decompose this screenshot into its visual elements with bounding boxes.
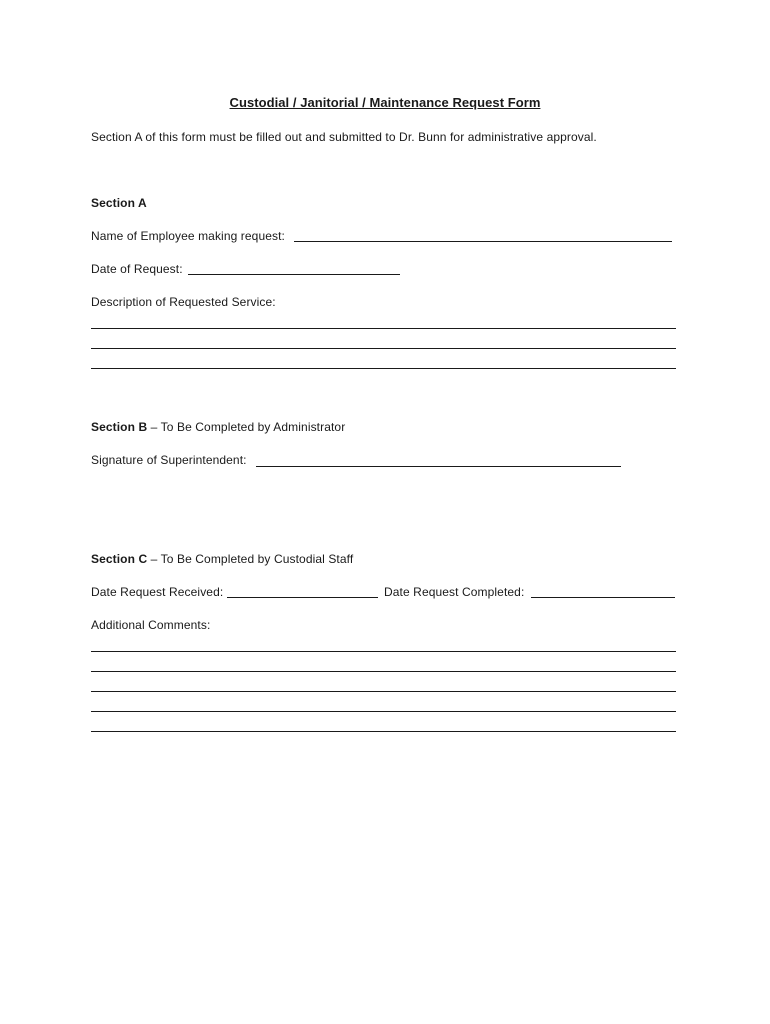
description-line-3[interactable]: [91, 368, 676, 369]
comments-line-1[interactable]: [91, 651, 676, 652]
date-completed-label: Date Request Completed:: [384, 585, 525, 599]
section-c-header: [91, 552, 353, 566]
section-b-subheading: – To Be Completed by Administrator: [147, 420, 346, 434]
comments-line-3[interactable]: [91, 691, 676, 692]
superintendent-signature-label: Signature of Superintendent:: [91, 453, 247, 467]
section-c-subheading: – To Be Completed by Custodial Staff: [147, 552, 354, 566]
date-received-label: Date Request Received:: [91, 585, 224, 599]
form-intro: Section A of this form must be filled out and submitted to Dr. Bunn for administrative approval.: [91, 130, 597, 144]
additional-comments-label: Additional Comments:: [91, 618, 211, 632]
comments-line-4[interactable]: [91, 711, 676, 712]
section-b-heading: Section B: [91, 420, 148, 434]
employee-name-field[interactable]: [294, 241, 672, 242]
date-completed-field[interactable]: [531, 597, 675, 598]
date-received-field[interactable]: [227, 597, 378, 598]
description-line-1[interactable]: [91, 328, 676, 329]
description-line-2[interactable]: [91, 348, 676, 349]
form-title: Custodial / Janitorial / Maintenance Request Form: [229, 95, 541, 110]
section-c-heading: Section C: [91, 552, 148, 566]
superintendent-signature-field[interactable]: [256, 466, 621, 467]
description-label: Description of Requested Service:: [91, 295, 276, 309]
section-b-header: [91, 420, 345, 434]
request-date-label: Date of Request:: [91, 262, 183, 276]
section-a-heading: Section A: [91, 196, 147, 210]
comments-line-5[interactable]: [91, 731, 676, 732]
employee-name-label: Name of Employee making request:: [91, 229, 285, 243]
request-date-field[interactable]: [188, 274, 400, 275]
comments-line-2[interactable]: [91, 671, 676, 672]
